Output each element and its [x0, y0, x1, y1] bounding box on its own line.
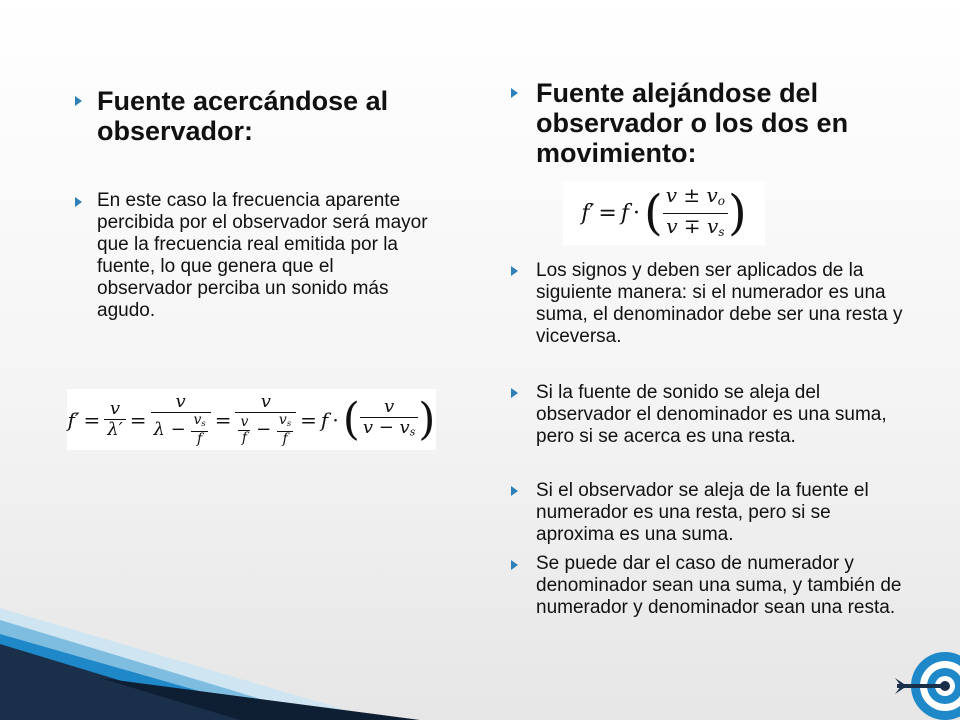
- right-heading: Fuente alejándose del observador o los dos en movimiento:: [536, 78, 849, 168]
- left-heading: Fuente acercándose al observador:: [97, 86, 389, 146]
- doppler-formula-approaching: f′ = $\frac{v}{\lambda'}$ = v λ − $\frac{v_s}{f}$ = v $\frac{v}{f}$ − $\frac{v_s}{f}$ = f · ( $\frac{v}{v - v_s}$ ): [67, 389, 436, 450]
- right-bullet-2: Si la fuente de sonido se aleja del observador el denominador es una suma, pero si se acerca es una resta.: [536, 382, 887, 447]
- right-bullet-1: Los signos y deben ser aplicados de la siguiente manera: si el numerador es una suma, el denominador debe ser una resta y viceversa.: [536, 260, 903, 347]
- bullet-icon: [75, 197, 82, 207]
- decorative-swoosh: [0, 600, 960, 720]
- bullet-icon: [511, 388, 518, 398]
- bullet-icon: [511, 560, 518, 570]
- bullet-icon: [511, 88, 518, 98]
- bullet-icon: [511, 486, 518, 496]
- left-paragraph: En este caso la frecuencia aparente percibida por el observador será mayor que la frecuencia real emitida por la fuente, lo que genera que el observador perciba un sonido más agudo.: [97, 190, 428, 321]
- bullet-icon: [75, 96, 82, 106]
- doppler-formula-general: f′ = f · ( $\frac{v \pm v_o}{v \mp v_s}$ ): [563, 181, 765, 245]
- right-bullet-3: Si el observador se aleja de la fuente el numerador es una resta, pero si se aproxima es una suma.: [536, 480, 869, 545]
- target-arrow-icon: [893, 648, 960, 720]
- right-bullet-4: Se puede dar el caso de numerador y denominador sean una suma, y también de numerador y denominador sean una resta.: [536, 553, 902, 618]
- bullet-icon: [511, 266, 518, 276]
